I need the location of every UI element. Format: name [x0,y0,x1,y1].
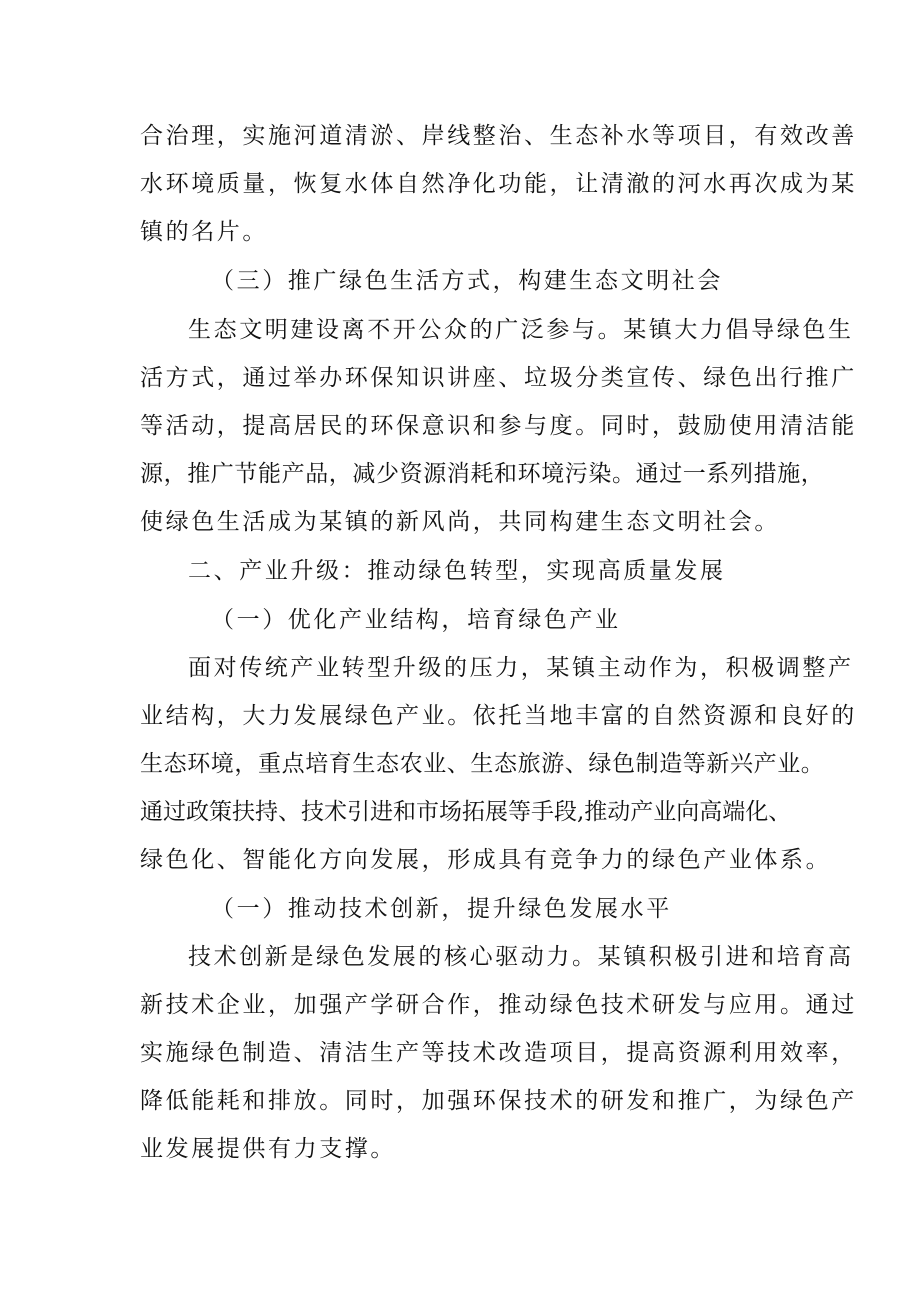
paragraph-line: 降低能耗和排放。同时，加强环保技术的研发和推广，为绿色产 [140,1088,857,1114]
paragraph-line: 实施绿色制造、清洁生产等技术改造项目，提高资源利用效率， [140,1040,857,1066]
paragraph-line: 等活动，提高居民的环保意识和参与度。同时，鼓励使用清洁能 [140,413,857,439]
paragraph-line: 活方式，通过举办环保知识讲座、垃圾分类宣传、绿色出行推广 [140,365,857,391]
paragraph-line: 源，推广节能产品，减少资源消耗和环境污染。通过一系列措施， [140,461,825,487]
paragraph-line: 使绿色生活成为某镇的新风尚，共同构建生态文明社会。 [140,509,780,535]
paragraph-line: 绿色化、智能化方向发展，形成具有竞争力的绿色产业体系。 [140,847,832,873]
chapter-heading: 二、产业升级：推动绿色转型，实现高质量发展 [188,558,726,584]
section-heading: （三）推广绿色生活方式，构建生态文明社会 [211,268,723,294]
paragraph-line: 业结构，大力发展绿色产业。依托当地丰富的自然资源和良好的 [140,703,857,729]
section-heading: （一）推动技术创新，提升绿色发展水平 [211,896,672,922]
paragraph-line: 技术创新是绿色发展的核心驱动力。某镇积极引进和培育高 [188,944,854,970]
paragraph-line: 新技术企业，加强产学研合作，推动绿色技术研发与应用。通过 [140,992,857,1018]
paragraph-line: 水环境质量，恢复水体自然净化功能，让清澈的河水再次成为某 [140,171,857,197]
paragraph-line: 合治理，实施河道清淤、岸线整治、生态补水等项目，有效改善 [140,123,857,149]
paragraph-line: 生态文明建设离不开公众的广泛参与。某镇大力倡导绿色生 [188,317,854,343]
paragraph-line: 生态环境，重点培育生态农业、生态旅游、绿色制造等新兴产业。 [140,751,825,777]
paragraph-line: 面对传统产业转型升级的压力，某镇主动作为，积极调整产 [188,655,854,681]
section-heading: （一）优化产业结构，培育绿色产业 [211,607,621,633]
paragraph-line: 镇的名片。 [140,219,268,245]
paragraph-line: 通过政策扶持、技术引进和市场拓展等手段,推动产业向高端化、 [140,799,792,825]
paragraph-line: 业发展提供有力支撑。 [140,1136,396,1162]
